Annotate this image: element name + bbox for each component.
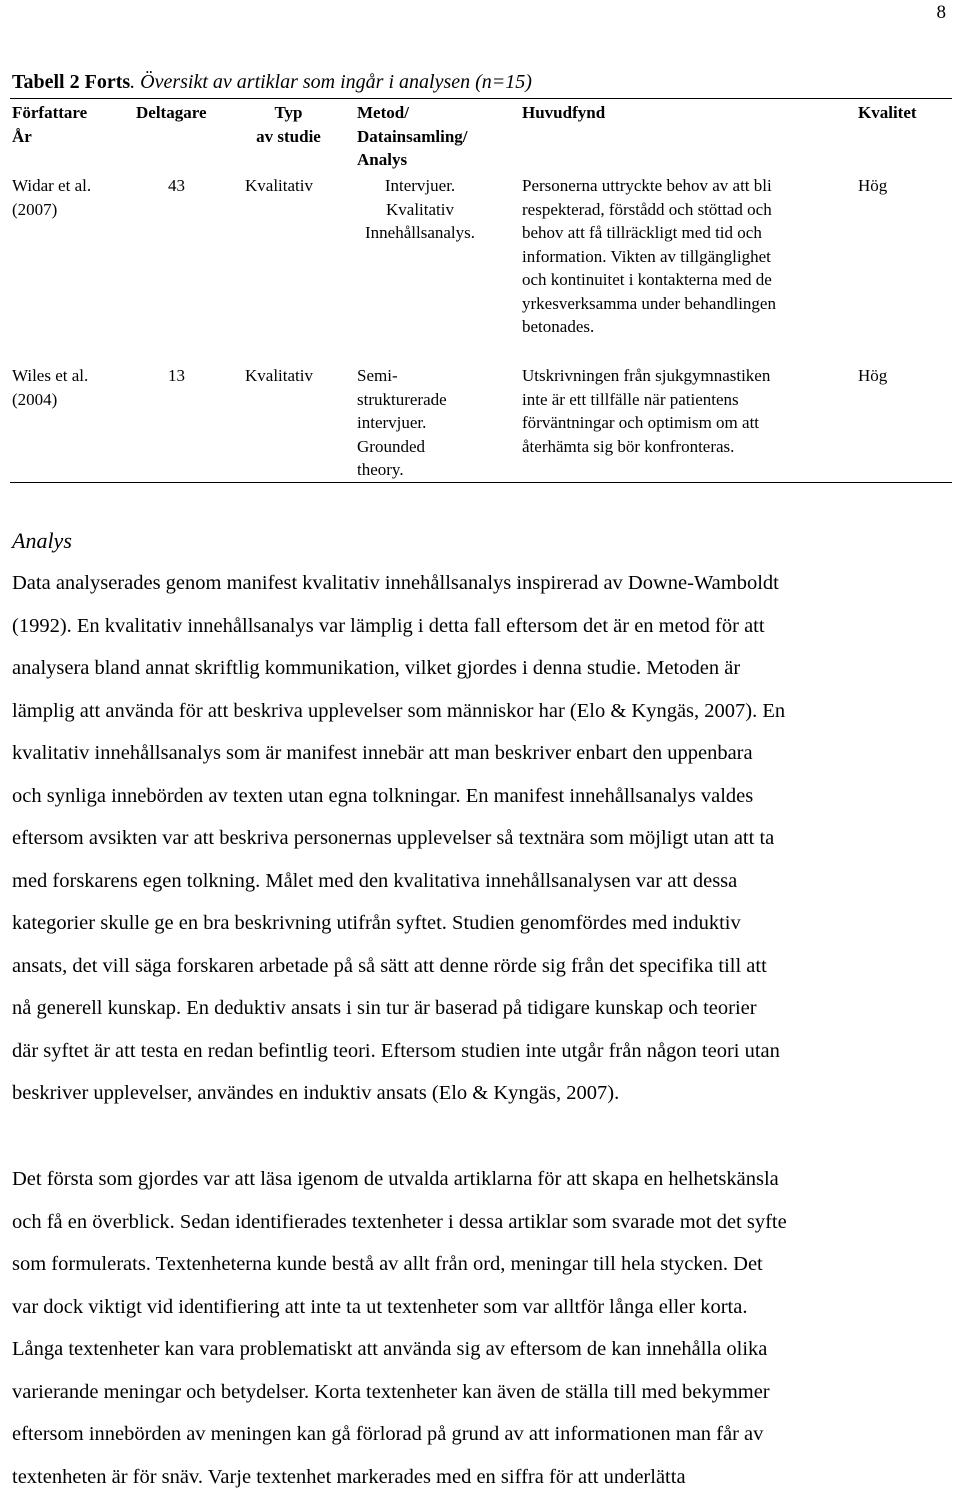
section-heading: Analys: [12, 528, 72, 553]
header-findings: Huvudfynd: [522, 103, 606, 122]
body-paragraph: Data analyserades genom manifest kvalitativ innehållsanalys inspirerad av Downe-Wamboldt (1992). En kvalitativ innehållsanalys var lämplig i detta fall eftersom det är en metod för att analysera bland annat skriftlig kommunikation, vilket gjordes i denna studie. Metoden är lämplig att använda för att beskriva upplevelser som människor har (Elo & Kyngäs, 2007). En kvalitativ innehållsanalys som är manifest innebär att man beskriver enbart den uppenbara och synliga innebörden av texten utan egna tolkningar. En manifest innehållsanalys valdes eftersom avsikten var att beskriva personernas upplevelser så textnära som möjligt utan att ta med forskarens egen tolkning. Målet med den kvalitativa innehållsanalysen var att dessa kategorier skulle ge en bra beskrivning utifrån syftet. Studien genomfördes med induktiv ansats, det vill säga forskaren arbetade på så sätt att denne rörde sig från det specifika till att nå generell kunskap. En deduktiv ansats i sin tur är baserad på tidigare kunskap och teorier där syftet är att testa en redan befintlig teori. Eftersom studien inte utgår från någon teori utan beskriver upplevelser, användes en induktiv ansats (Elo & Kyngäs, 2007).: [12, 572, 786, 1104]
header-method: Metod/ Datainsamling/ Analys: [357, 103, 468, 169]
row-method: Semi- strukturerade intervjuer. Grounded theory.: [357, 366, 447, 479]
row-type: Kvalitativ: [245, 366, 313, 385]
row-participants: 13: [168, 366, 185, 385]
header-participants: Deltagare: [136, 103, 207, 122]
header-quality: Kvalitet: [858, 103, 917, 122]
table-bottom-rule: [10, 482, 952, 483]
page-number: 8: [936, 2, 946, 23]
row-participants: 43: [168, 176, 185, 195]
header-author: Författare År: [12, 103, 88, 146]
row-type: Kvalitativ: [245, 176, 313, 195]
table-caption-title: . Översikt av artiklar som ingår i analysen (n=15): [130, 71, 532, 93]
row-findings: Utskrivningen från sjukgymnastiken inte är ett tillfälle när patientens förväntningar och optimism om att återhämta sig bör konfronteras.: [522, 366, 771, 456]
row-findings: Personerna uttryckte behov av att bli respekterad, förstådd och stöttad och behov att få tillräckligt med tid och information. Vikten av tillgänglighet och kontinuitet i kontakterna med de yrkesverksamma under behandlingen betonades.: [522, 176, 776, 336]
row-quality: Hög: [858, 366, 888, 385]
table-top-rule: [10, 98, 952, 99]
row-quality: Hög: [858, 176, 888, 195]
row-method: Intervjuer. Kvalitativ Innehållsanalys.: [365, 176, 475, 242]
header-type: Typ av studie: [256, 103, 321, 146]
table-caption: [12, 71, 532, 94]
body-paragraph: Det första som gjordes var att läsa igenom de utvalda artiklarna för att skapa en helhetskänsla och få en överblick. Sedan identifierades textenheter i dessa artiklar som svarade mot det syfte som formulerats. Textenheterna kunde bestå av allt från ord, meningar till hela stycken. Det var dock viktigt vid identifiering att inte ta ut textenheter som var alltför långa eller korta. Långa textenheter kan vara problematiskt att använda sig av eftersom de kan innehålla olika varierande meningar och betydelser. Korta textenheter kan även de ställa till med bekymmer eftersom innebörden av meningen kan gå förlorad på grund av att informationen man får av textenheten är för snäv. Varje textenhet markerades med en siffra för att underlätta: [12, 1168, 787, 1488]
row-author: Widar et al. (2007): [12, 176, 92, 219]
row-author: Wiles et al. (2004): [12, 366, 89, 409]
table-caption-label: Tabell 2 Forts: [12, 71, 131, 93]
